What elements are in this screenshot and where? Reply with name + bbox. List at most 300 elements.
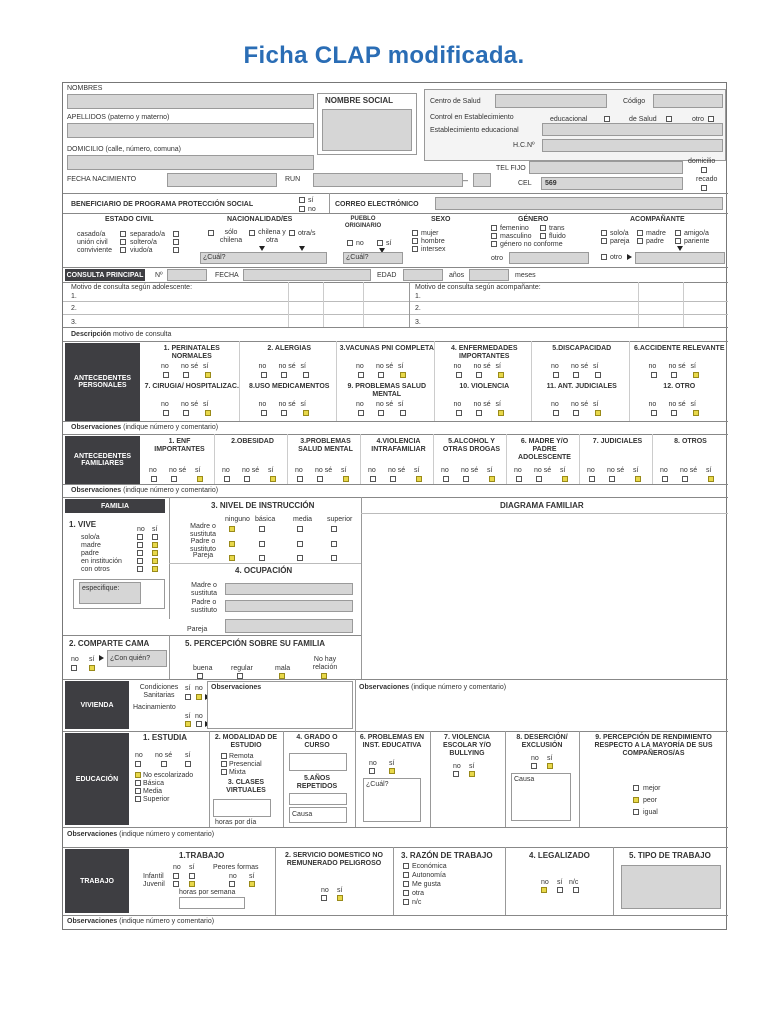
ap-option-label: sí: [203, 363, 209, 370]
vivienda-obs2-label: Observaciones (indique número y comentario): [359, 684, 507, 691]
hombre-checkbox[interactable]: [412, 238, 418, 244]
domicilio-label: DOMICILIO (calle, número, comuna): [67, 146, 181, 153]
violencia-escolar-label: 7. VIOLENCIA ESCOLAR Y/O BULLYING: [442, 734, 492, 757]
beneficiario-si-checkbox[interactable]: [299, 197, 305, 203]
ap-item-6-si-checkbox[interactable]: [693, 372, 699, 378]
af-item-1-no-checkbox[interactable]: [151, 476, 157, 482]
af-option-label: no: [222, 467, 230, 474]
sexo-header: SEXO: [431, 216, 451, 223]
ap-option-label: no: [648, 363, 657, 370]
acomp-padre-checkbox[interactable]: [637, 238, 643, 244]
ocup-padre-field[interactable]: [225, 600, 353, 612]
hcn-field[interactable]: [542, 139, 723, 152]
ap-item-9-no-checkbox[interactable]: [358, 410, 364, 416]
vive-1-no-checkbox[interactable]: [137, 542, 143, 548]
prob-si-checkbox[interactable]: [389, 768, 395, 774]
infantil-no-checkbox[interactable]: [173, 873, 179, 879]
legal-nc-checkbox[interactable]: [573, 887, 579, 893]
ap-option-label: no: [161, 363, 169, 370]
trans-label: trans: [549, 225, 565, 232]
viol-si-checkbox[interactable]: [469, 771, 475, 777]
ap-item-12-no-checkbox[interactable]: [651, 410, 657, 416]
af-option-label: no: [660, 467, 668, 474]
legal-si-checkbox[interactable]: [557, 887, 563, 893]
pueblo-no-checkbox[interactable]: [347, 240, 353, 246]
no-conforme-checkbox[interactable]: [491, 241, 497, 247]
serv-si-checkbox[interactable]: [337, 895, 343, 901]
ap-item-11-nose-checkbox[interactable]: [573, 410, 579, 416]
ap-option-label: no: [356, 363, 364, 370]
ap-item-7-no-checkbox[interactable]: [163, 410, 169, 416]
acomp-amigo-checkbox[interactable]: [675, 230, 681, 236]
estudia-label: 1. ESTUDIA: [143, 733, 188, 742]
af-option-label: sí: [487, 467, 493, 474]
conviviente-label: conviviente: [77, 247, 113, 254]
af-option-label: no sé: [315, 467, 333, 474]
deser-no-label: no: [531, 755, 539, 762]
af-item-6-no-checkbox[interactable]: [516, 476, 522, 482]
anos-label: años: [449, 272, 465, 279]
viol-no-checkbox[interactable]: [453, 771, 459, 777]
pueblo-si-checkbox[interactable]: [377, 240, 383, 246]
af-option-label: sí: [560, 467, 566, 474]
ap-option-label: no sé: [181, 363, 199, 370]
af-item-1-nose-checkbox[interactable]: [171, 476, 177, 482]
repetidos-causa-label: Causa: [292, 811, 313, 818]
ap-item-7-si-checkbox[interactable]: [205, 410, 211, 416]
juvenil-no-checkbox[interactable]: [173, 881, 179, 887]
ap-item-label: 1. PERINATALES NORMALES: [163, 345, 220, 360]
deser-si-checkbox[interactable]: [547, 763, 553, 769]
nombre-social-field[interactable]: [322, 109, 412, 151]
superior-label: Superior: [143, 796, 170, 803]
estado-civil-header: ESTADO CIVIL: [105, 216, 154, 223]
nombres-field[interactable]: [67, 94, 314, 109]
ocup-madre-field[interactable]: [225, 583, 353, 595]
separado-checkbox[interactable]: [173, 231, 179, 237]
ap-option-label: no: [161, 401, 169, 408]
estudia-nose-checkbox[interactable]: [161, 761, 167, 767]
media-checkbox[interactable]: [135, 788, 141, 794]
motivo-adol-2: 2.: [71, 305, 77, 312]
presencial-checkbox[interactable]: [221, 761, 227, 767]
ap-item-10-nose-checkbox[interactable]: [476, 410, 482, 416]
infantil-si-checkbox[interactable]: [189, 873, 195, 879]
megusta-label: Me gusta: [412, 881, 441, 888]
ocup-pareja-field[interactable]: [225, 619, 353, 633]
recado-option: recado: [696, 176, 718, 183]
af-item-5-no-checkbox[interactable]: [443, 476, 449, 482]
af-item-label: 6. MADRE Y/O PADRE ADOLESCENTE: [518, 438, 571, 461]
af-item-3-si-checkbox[interactable]: [343, 476, 349, 482]
basica-checkbox[interactable]: [135, 780, 141, 786]
af-item-label: 5.ALCOHOL Y OTRAS DROGAS: [442, 438, 501, 453]
chilena-otra-checkbox[interactable]: [249, 230, 255, 236]
cel-field[interactable]: [541, 177, 683, 190]
ap-item-label: 7. CIRUGIA/ HOSPITALIZAC.: [144, 383, 239, 390]
tel-fijo-field[interactable]: [529, 161, 683, 174]
educacional-option: educacional: [550, 116, 588, 123]
acomp-otro-label: otro: [610, 254, 623, 261]
remota-checkbox[interactable]: [221, 753, 227, 759]
af-option-label: sí: [706, 467, 712, 474]
af-item-8-nose-checkbox[interactable]: [682, 476, 688, 482]
no-conforme-label: género no conforme: [500, 241, 563, 248]
ap-item-12-nose-checkbox[interactable]: [671, 410, 677, 416]
hacin-no-checkbox[interactable]: [196, 721, 202, 727]
hacinamiento-label: Hacinamiento: [133, 704, 176, 711]
razon-otra-label: otra: [412, 890, 425, 897]
acomp-madre-checkbox[interactable]: [637, 230, 643, 236]
af-item-8-si-checkbox[interactable]: [708, 476, 714, 482]
viol-si-label: sí: [469, 763, 475, 770]
instr-0-1-checkbox[interactable]: [259, 526, 265, 532]
modalidad-label: 2. MODALIDAD DE ESTUDIO: [214, 734, 278, 749]
remota-label: Remota: [229, 753, 254, 760]
ap-item-8-no-checkbox[interactable]: [261, 410, 267, 416]
serv-no-checkbox[interactable]: [321, 895, 327, 901]
ap-option-label: no: [453, 401, 462, 408]
af-item-7-nose-checkbox[interactable]: [609, 476, 615, 482]
motivo-acomp-1: 1.: [415, 293, 421, 300]
otro-option: otro: [692, 116, 705, 123]
ap-item-11-no-checkbox[interactable]: [553, 410, 559, 416]
hacin-si-checkbox[interactable]: [185, 721, 191, 727]
acompanante-header: ACOMPAÑANTE: [630, 216, 685, 223]
consulta-n-field[interactable]: [167, 269, 207, 281]
af-item-7-si-checkbox[interactable]: [635, 476, 641, 482]
ap-item-8-nose-checkbox[interactable]: [281, 410, 287, 416]
af-option-label: no: [368, 467, 376, 474]
de-salud-checkbox[interactable]: [666, 116, 672, 122]
ap-item-6-no-checkbox[interactable]: [651, 372, 657, 378]
ap-item-2-si-checkbox[interactable]: [303, 372, 309, 378]
ap-item-3-nose-checkbox[interactable]: [378, 372, 384, 378]
estudia-si-checkbox[interactable]: [185, 761, 191, 767]
instr-0-2-checkbox[interactable]: [297, 526, 303, 532]
motivo-acompanante-label: Motivo de consulta según acompañante:: [415, 284, 541, 291]
chilena-otra-label: chilena y otra: [258, 229, 286, 244]
vive-item-label: padre: [81, 550, 99, 557]
recado-checkbox[interactable]: [701, 185, 707, 191]
instr-2-1-checkbox[interactable]: [259, 555, 265, 561]
clases-horas-field[interactable]: [213, 799, 271, 817]
ap-item-label: 2. ALERGIAS: [267, 345, 312, 352]
af-item-4-nose-checkbox[interactable]: [390, 476, 396, 482]
consulta-fecha-label: FECHA: [215, 272, 239, 279]
ap-option-label: no sé: [473, 401, 491, 408]
tipo-trabajo-field[interactable]: [621, 865, 721, 909]
af-item-2-si-checkbox[interactable]: [270, 476, 276, 482]
razon-nc-checkbox[interactable]: [403, 899, 409, 905]
edad-anos-field[interactable]: [403, 269, 443, 281]
af-item-2-no-checkbox[interactable]: [224, 476, 230, 482]
domicilio-field[interactable]: [67, 155, 314, 170]
ap-item-2-nose-checkbox[interactable]: [281, 372, 287, 378]
af-item-3-nose-checkbox[interactable]: [317, 476, 323, 482]
razon-otra-checkbox[interactable]: [403, 890, 409, 896]
apellidos-field[interactable]: [67, 123, 314, 138]
vive-2-no-checkbox[interactable]: [137, 550, 143, 556]
cond-si-checkbox[interactable]: [185, 694, 191, 700]
fluido-checkbox[interactable]: [540, 233, 546, 239]
hacin-si-label: sí: [185, 713, 191, 720]
instr-2-2-checkbox[interactable]: [297, 555, 303, 561]
cama-no-checkbox[interactable]: [71, 665, 77, 671]
rend-igual-checkbox[interactable]: [633, 809, 639, 815]
intersex-checkbox[interactable]: [412, 246, 418, 252]
edad-meses-field[interactable]: [469, 269, 509, 281]
consulta-fecha-field[interactable]: [243, 269, 371, 281]
acomp-solo-checkbox[interactable]: [601, 230, 607, 236]
af-item-8-no-checkbox[interactable]: [662, 476, 668, 482]
descripcion-label: Descripción motivo de consulta: [71, 331, 172, 338]
centro-salud-field[interactable]: [495, 94, 607, 108]
correo-field[interactable]: [435, 197, 723, 210]
motivo-adol-3: 3.: [71, 319, 77, 326]
vive-0-si-checkbox[interactable]: [152, 534, 158, 540]
ap-item-4-si-checkbox[interactable]: [498, 372, 504, 378]
af-item-label: 4.VIOLENCIA INTRAFAMILIAR: [371, 438, 426, 453]
mujer-label: mujer: [421, 230, 439, 237]
vive-1-si-checkbox[interactable]: [152, 542, 158, 548]
vive-3-si-checkbox[interactable]: [152, 558, 158, 564]
acomp-pareja-checkbox[interactable]: [601, 238, 607, 244]
estudia-no-checkbox[interactable]: [135, 761, 141, 767]
union-checkbox[interactable]: [120, 239, 126, 245]
femenino-checkbox[interactable]: [491, 225, 497, 231]
desercion-label: 8. DESERCIÓN/ EXCLUSIÓN: [516, 734, 568, 749]
vive-2-si-checkbox[interactable]: [152, 550, 158, 556]
ap-item-5-si-checkbox[interactable]: [595, 372, 601, 378]
rend-igual-label: igual: [643, 809, 658, 816]
consulta-principal-label: CONSULTA PRINCIPAL: [65, 269, 145, 281]
centro-salud-label: Centro de Salud: [430, 98, 481, 105]
solo-chilena-label: sólo chilena: [219, 229, 243, 244]
juvenil-label: Juvenil: [143, 881, 165, 888]
mixta-label: Mixta: [229, 769, 246, 776]
estudia-si-label: sí: [185, 752, 191, 759]
ap-item-10-no-checkbox[interactable]: [456, 410, 462, 416]
trab-no-label: no: [173, 864, 181, 871]
ap-item-1-no-checkbox[interactable]: [163, 372, 169, 378]
ap-item-10-si-checkbox[interactable]: [498, 410, 504, 416]
legal-no-checkbox[interactable]: [541, 887, 547, 893]
otras-nac-checkbox[interactable]: [289, 230, 295, 236]
run-dash: –: [463, 175, 469, 185]
nacionalidad-cual-label: ¿Cuál?: [203, 254, 226, 261]
condiciones-sanitarias-label: Condiciones Sanitarias: [139, 684, 179, 699]
cel-prefix: 569: [545, 180, 557, 187]
problemas-inst-label: 6. PROBLEMAS EN INST. EDUCATIVA: [359, 734, 425, 749]
ap-item-label: 9. PROBLEMAS SALUD MENTAL: [347, 383, 427, 398]
vive-item-label: con otros: [81, 566, 110, 573]
ap-item-7-nose-checkbox[interactable]: [183, 410, 189, 416]
hacin-no-label: no: [195, 713, 203, 720]
af-option-label: no sé: [461, 467, 479, 474]
ap-item-8-si-checkbox[interactable]: [303, 410, 309, 416]
af-item-3-no-checkbox[interactable]: [297, 476, 303, 482]
mujer-checkbox[interactable]: [412, 230, 418, 236]
ocup-padre-label: Padre o sustituto: [190, 599, 218, 614]
hcn-label: H.C.Nº: [513, 142, 535, 149]
basica-label: Básica: [143, 780, 165, 787]
megusta-checkbox[interactable]: [403, 881, 409, 887]
juvenil-si-checkbox[interactable]: [189, 881, 195, 887]
estudia-no-label: no: [135, 752, 143, 759]
ap-item-4-no-checkbox[interactable]: [456, 372, 462, 378]
apellidos-label: APELLIDOS (paterno y materno): [67, 114, 170, 121]
instr-0-3-checkbox[interactable]: [331, 526, 337, 532]
soltero-checkbox[interactable]: [173, 239, 179, 245]
instr-1-3-checkbox[interactable]: [331, 541, 337, 547]
vive-4-si-checkbox[interactable]: [152, 566, 158, 572]
no-escolarizado-checkbox[interactable]: [135, 772, 141, 778]
ap-item-11-si-checkbox[interactable]: [595, 410, 601, 416]
af-item-label: 8. OTROS: [674, 438, 707, 445]
ap-item-5-no-checkbox[interactable]: [553, 372, 559, 378]
ap-item-2-no-checkbox[interactable]: [261, 372, 267, 378]
vivienda-obs-label: Observaciones: [211, 684, 262, 691]
ap-item-5-nose-checkbox[interactable]: [573, 372, 579, 378]
conviviente-checkbox[interactable]: [120, 247, 126, 253]
instr-1-1-checkbox[interactable]: [259, 541, 265, 547]
economica-checkbox[interactable]: [403, 863, 409, 869]
beneficiario-label: BENEFICIARIO DE PROGRAMA PROTECCIÓN SOCIAL: [71, 201, 254, 208]
ap-item-label: 3.VACUNAS PNI COMPLETA: [339, 345, 434, 352]
ap-option-label: no sé: [571, 401, 589, 408]
otro-checkbox[interactable]: [708, 116, 714, 122]
af-item-4-si-checkbox[interactable]: [416, 476, 422, 482]
af-item-7-no-checkbox[interactable]: [589, 476, 595, 482]
codigo-field[interactable]: [653, 94, 723, 108]
nombres-label: NOMBRES: [67, 85, 103, 92]
superior-checkbox[interactable]: [135, 796, 141, 802]
af-item-4-no-checkbox[interactable]: [370, 476, 376, 482]
ap-item-3-no-checkbox[interactable]: [358, 372, 364, 378]
ap-option-label: no sé: [376, 363, 394, 370]
ap-item-3-si-checkbox[interactable]: [400, 372, 406, 378]
run-dv-field[interactable]: [473, 173, 491, 187]
genero-otro-field[interactable]: [509, 252, 589, 264]
educacional-checkbox[interactable]: [604, 116, 610, 122]
vive-label: 1. VIVE: [69, 520, 97, 529]
horas-semana-field[interactable]: [179, 897, 245, 909]
masculino-checkbox[interactable]: [491, 233, 497, 239]
ap-item-12-si-checkbox[interactable]: [693, 410, 699, 416]
af-item-6-nose-checkbox[interactable]: [536, 476, 542, 482]
media-label: Media: [143, 788, 163, 795]
instr-0-0-checkbox[interactable]: [229, 526, 235, 532]
clases-horas-label: horas por día: [215, 819, 257, 826]
anos-repetidos-field[interactable]: [289, 793, 347, 805]
ap-option-label: sí: [398, 363, 404, 370]
page-title: Ficha CLAP modificada.: [243, 42, 525, 69]
ap-item-4-nose-checkbox[interactable]: [476, 372, 482, 378]
ap-item-6-nose-checkbox[interactable]: [671, 372, 677, 378]
af-item-label: 7. JUDICIALES: [592, 438, 643, 445]
instr-row-label: Pareja: [192, 552, 214, 559]
vive-3-no-checkbox[interactable]: [137, 558, 143, 564]
ap-item-label: 12. OTRO: [663, 383, 696, 390]
domicilio-checkbox[interactable]: [701, 167, 707, 173]
af-item-6-si-checkbox[interactable]: [562, 476, 568, 482]
af-option-label: sí: [341, 467, 347, 474]
acomp-amigo-label: amigo/a: [684, 230, 709, 237]
af-item-5-nose-checkbox[interactable]: [463, 476, 469, 482]
peores-si-checkbox[interactable]: [249, 881, 255, 887]
no-escolarizado-label: No escolarizado: [143, 772, 194, 779]
af-option-label: no: [587, 467, 595, 474]
cama-si-checkbox[interactable]: [89, 665, 95, 671]
instr-1-0-checkbox[interactable]: [229, 541, 235, 547]
ap-item-1-si-checkbox[interactable]: [205, 372, 211, 378]
acomp-pareja-label: pareja: [610, 238, 630, 245]
beneficiario-no-checkbox[interactable]: [299, 206, 305, 212]
viudo-checkbox[interactable]: [173, 247, 179, 253]
fecha-nacimiento-field[interactable]: [167, 173, 277, 187]
educacion-observaciones: Observaciones (indique número y comentario): [67, 831, 215, 838]
grado-field[interactable]: [289, 753, 347, 771]
mixta-checkbox[interactable]: [221, 769, 227, 775]
especifique-label: especifique:: [82, 585, 120, 592]
genero-otro-label: otro: [491, 255, 504, 262]
af-item-2-nose-checkbox[interactable]: [244, 476, 250, 482]
af-option-label: no: [514, 467, 522, 474]
ap-option-label: no: [551, 401, 559, 408]
vive-4-no-checkbox[interactable]: [137, 566, 143, 572]
trans-checkbox[interactable]: [540, 225, 546, 231]
perc-mala-label: mala: [275, 665, 291, 672]
estab-educ-field[interactable]: [542, 123, 723, 136]
acomp-otro-checkbox[interactable]: [601, 254, 607, 260]
prob-no-checkbox[interactable]: [369, 768, 375, 774]
ap-item-9-nose-checkbox[interactable]: [378, 410, 384, 416]
autonomia-checkbox[interactable]: [403, 872, 409, 878]
run-field[interactable]: [313, 173, 463, 187]
solo-chilena-checkbox[interactable]: [208, 230, 214, 236]
ap-item-1-nose-checkbox[interactable]: [183, 372, 189, 378]
af-item-5-si-checkbox[interactable]: [489, 476, 495, 482]
vive-0-no-checkbox[interactable]: [137, 534, 143, 540]
instr-2-3-checkbox[interactable]: [331, 555, 337, 561]
rend-peor-checkbox[interactable]: [633, 797, 639, 803]
af-item-1-si-checkbox[interactable]: [197, 476, 203, 482]
diagrama-area[interactable]: [363, 514, 725, 676]
fluido-label: fluido: [549, 233, 566, 240]
af-option-label: no: [295, 467, 303, 474]
cond-no-checkbox[interactable]: [196, 694, 202, 700]
clases-virtuales-label: 3. CLASES VIRTUALES: [226, 779, 266, 794]
beneficiario-no-label: no: [308, 206, 316, 213]
af-option-label: no sé: [388, 467, 406, 474]
deser-no-checkbox[interactable]: [531, 763, 537, 769]
ap-item-label: 8.USO MEDICAMENTOS: [249, 383, 330, 390]
peores-no-checkbox[interactable]: [229, 881, 235, 887]
trabajo-label: TRABAJO: [65, 849, 129, 913]
acomp-otro-field[interactable]: [635, 252, 725, 264]
arrow-down-icon: [677, 246, 683, 251]
af-option-label: sí: [414, 467, 420, 474]
instr-1-2-checkbox[interactable]: [297, 541, 303, 547]
tipo-trabajo-label: 5. TIPO DE TRABAJO: [629, 851, 711, 860]
rend-mejor-checkbox[interactable]: [633, 785, 639, 791]
acomp-pariente-checkbox[interactable]: [675, 238, 681, 244]
ap-item-9-si-checkbox[interactable]: [400, 410, 406, 416]
casado-checkbox[interactable]: [120, 231, 126, 237]
instr-2-0-checkbox[interactable]: [229, 555, 235, 561]
instr-col-label: superior: [327, 516, 353, 523]
